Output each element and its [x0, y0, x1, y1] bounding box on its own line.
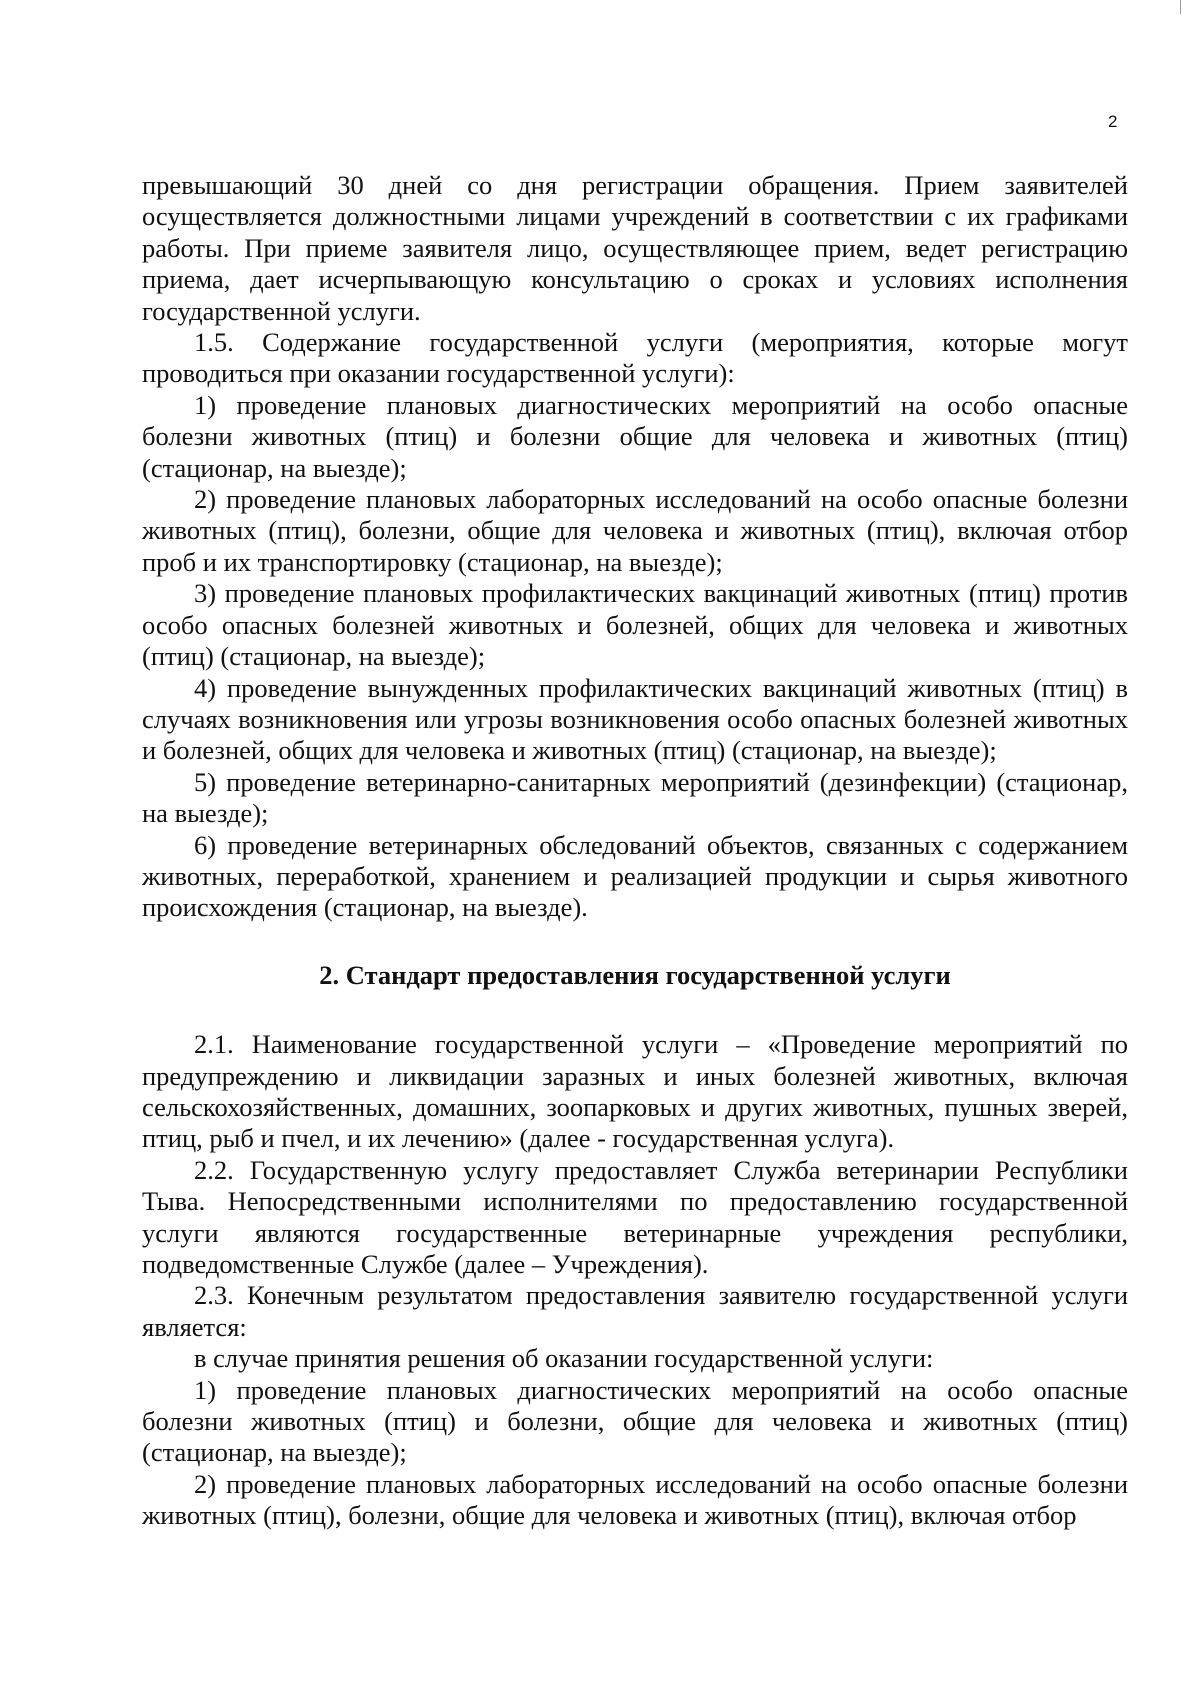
- list-item: 2) проведение плановых лабораторных исследований на особо опасные болезни животных (птиц), болезни, общие для человека и животных (птиц), включая отбор: [142, 1468, 1128, 1531]
- document-body: [142, 170, 1128, 1532]
- list-item: 5) проведение ветеринарно-санитарных мероприятий (дезинфекции) (стационар, на выезде);: [142, 766, 1128, 829]
- paragraph: 2.1. Наименование государственной услуги – «Проведение мероприятий по предупреждению и ликвидации заразных и иных болезней животных, включая сельскохозяйственных, домашних, зоопарковых и других животных, пушных зверей, птиц, рыб и пчел, и их лечению» (далее - государственная услуга).: [142, 1029, 1128, 1154]
- paragraph: в случае принятия решения об оказании государственной услуги:: [194, 1343, 934, 1374]
- list-item: 4) проведение вынужденных профилактических вакцинаций животных (птиц) в случаях возникновения или угрозы возникновения особо опасных болезней животных и болезней, общих для человека и животных (птиц) (стационар, на выезде);: [142, 672, 1128, 766]
- scan-edge-mark: [1180, 0, 1181, 14]
- page-number: 2: [1108, 112, 1118, 131]
- paragraph: 2.3. Конечным результатом предоставления заявителю государственной услуги является:: [142, 1280, 1128, 1342]
- list-item: 1) проведение плановых диагностических мероприятий на особо опасные болезни животных (птиц) и болезни общие для человека и животных (птиц) (стационар, на выезде);: [142, 389, 1128, 483]
- list-item: 2) проведение плановых лабораторных исследований на особо опасные болезни животных (птиц), болезни, общие для человека и животных (птиц), включая отбор проб и их транспортировку (стационар, на выезде);: [142, 484, 1128, 577]
- paragraph: превышающий 30 дней со дня регистрации обращения. Прием заявителей осуществляется должностными лицами учреждений в соответствии с их графиками работы. При приеме заявителя лицо, осуществляющее прием, ведет регистрацию приема, дает исчерпывающую консультацию о сроках и условиях исполнения государственной услуги.: [142, 170, 1128, 326]
- list-item: 3) проведение плановых профилактических вакцинаций животных (птиц) против особо опасных болезней животных и болезней, общих для человека и животных (птиц) (стационар, на выезде);: [142, 578, 1128, 672]
- list-item: 1) проведение плановых диагностических мероприятий на особо опасные болезни животных (птиц) и болезни, общие для человека и животных (птиц) (стационар, на выезде);: [142, 1374, 1128, 1468]
- paragraph: 1.5. Содержание государственной услуги (мероприятия, которые могут проводиться при оказании государственной услуги):: [142, 327, 1128, 389]
- paragraph: 2.2. Государственную услугу предоставляет Служба ветеринарии Республики Тыва. Непосредственными исполнителями по предоставлению государственной услуги являются государственные ветеринарные учреждения республики, подведомственные Службе (далее – Учреждения).: [142, 1154, 1128, 1279]
- list-item: 6) проведение ветеринарных обследований объектов, связанных с содержанием животных, переработкой, хранением и реализацией продукции и сырья животного происхождения (стационар, на выезде).: [142, 829, 1128, 923]
- section-heading: 2. Стандарт предоставления государственной услуги: [319, 959, 951, 990]
